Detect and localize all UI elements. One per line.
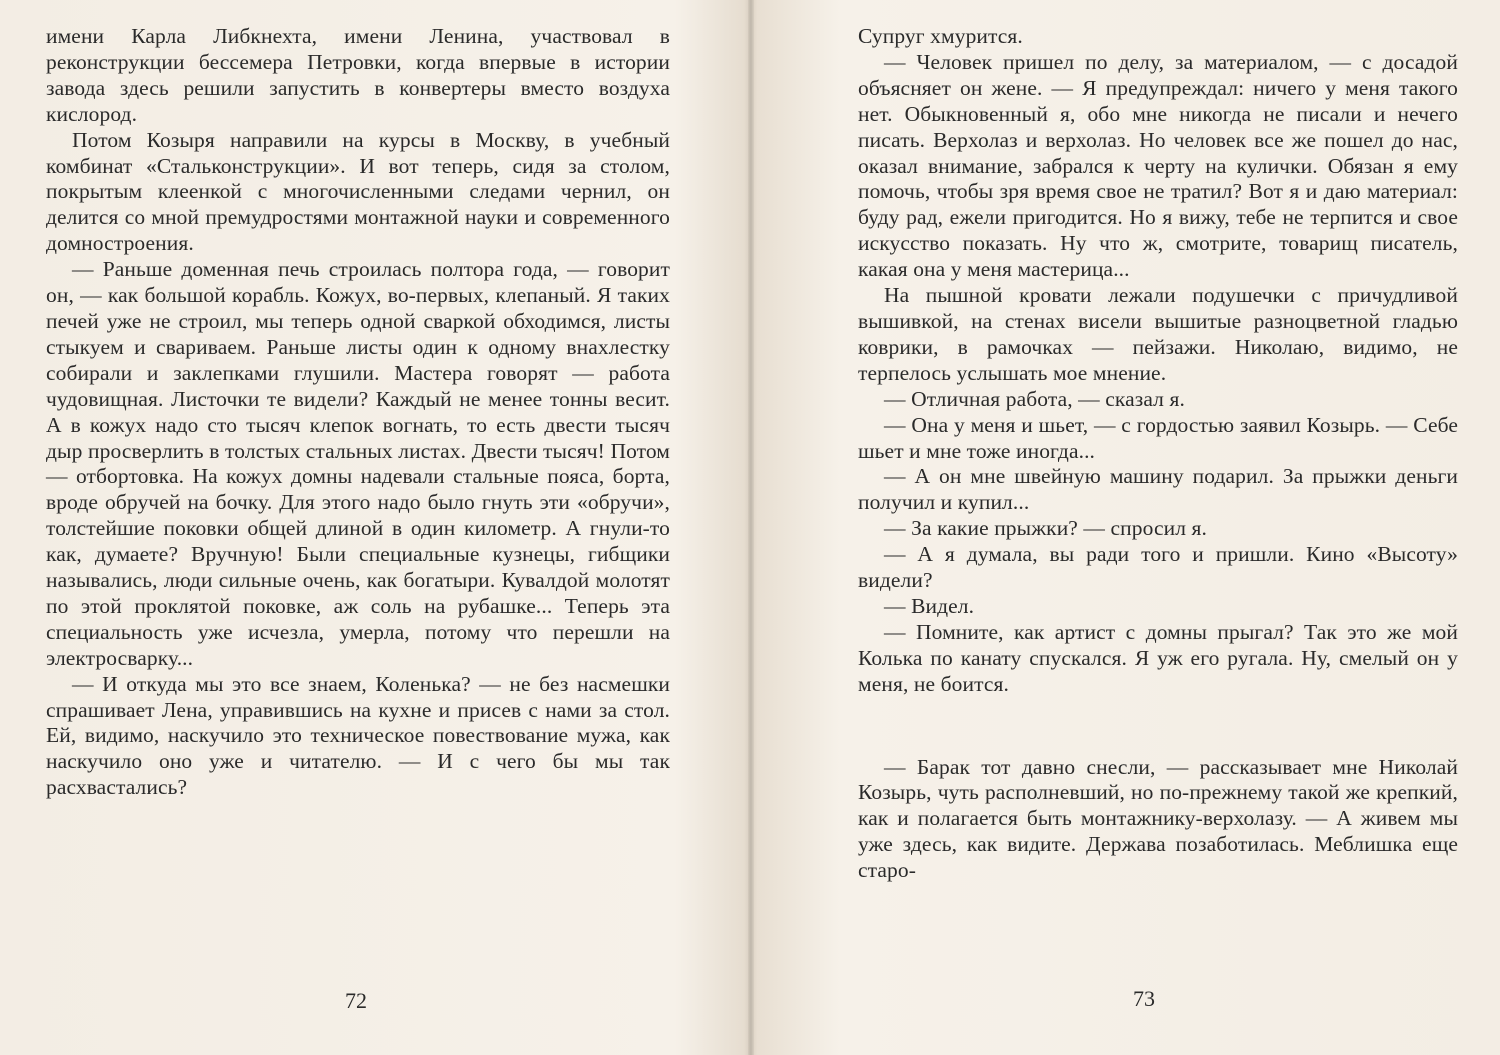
paragraph: — А я думала, вы ради того и пришли. Кино «Высоту» видели? <box>858 542 1458 593</box>
paragraph: имени Карла Либкнехта, имени Ленина, участвовал в реконструкции бессемера Петровки, когда впервые в истории завода здесь решили запустить в конвертеры вместо воздуха кислород. <box>46 24 670 126</box>
paragraph: — И откуда мы это все знаем, Коленька? — не без насмешки спрашивает Лена, управившись на кухне и присев с нами за стол. Ей, видимо, наскучило это техническое повествование мужа, как наскучило оно уже и читателю. — И с чего бы мы так расхвастались? <box>46 671 670 800</box>
right-page <box>858 24 1458 1044</box>
paragraph: — Отличная работа, — сказал я. <box>884 386 1185 411</box>
left-page <box>46 24 670 1044</box>
paragraph: — Раньше доменная печь строилась полтора года, — говорит он, — как большой корабль. Кожух, во-первых, клепаный. Я таких печей уже не строил, мы теперь одной сваркой обходимся, листы стыкуем и свариваем. Раньше листы один к одному внахлестку собирали и заклепками глушили. Мастера говорят — работа чудовищная. Листочки те видели? Каждый не менее тонны весит. А в кожух надо сто тысяч клепок вогнать, то есть двести тысяч дыр просверлить в толстых стальных листах. Двести тысяч! Потом — отбортовка. На кожух домны надевали стальные пояса, борта, вроде обручей на бочку. Для этого надо было гнуть эти «обручи», толстейшие поковки общей длиной в один километр. А гнули-то как, думаете? Вручную! Были специальные кузнецы, гибщики назывались, люди сильные очень, как богатыри. Кувалдой молотят по этой проклятой поковке, аж соль на рубашке... Теперь эта специальность уже исчезла, умерла, потому что перешли на электросварку... <box>46 257 670 670</box>
paragraph: — Барак тот давно снесли, — рассказывает мне Николай Козырь, чуть располневший, но по-прежнему такой же крепкий, как и полагается быть монтажнику-верхолазу. — А живем мы уже здесь, как видите. Держава позаботилась. Меблишка еще старо- <box>858 754 1458 883</box>
page-number: 73 <box>1133 986 1155 1011</box>
paragraph: — А он мне швейную машину подарил. За прыжки деньги получил и купил... <box>858 464 1458 515</box>
right-page-text <box>858 24 1458 884</box>
left-page-text <box>46 24 670 801</box>
scene-break <box>858 698 1458 755</box>
paragraph: — Человек пришел по делу, за материалом, — с досадой объясняет он жене. — Я предупреждал: ничего у меня такого нет. Обыкновенный я, обо мне никогда не писали и нечего писать. Верхолаз и верхолаз. Но человек все же пошел до нас, оказал внимание, забрался к черту на кулички. Обязан я ему помочь, чтобы зря время свое не тратил? Вот я и даю материал: буду рад, ежели пригодится. Но я вижу, тебе не терпится и свое искусство показать. Ну что ж, смотрите, товарищ писатель, какая она у меня мастерица... <box>858 49 1458 282</box>
book-gutter <box>748 0 754 1055</box>
paragraph: На пышной кровати лежали подушечки с причудливой вышивкой, на стенах висели вышитые разноцветной гладью коврики, в рамочках — пейзажи. Николаю, видимо, не терпелось услышать мое мнение. <box>858 283 1458 385</box>
page-number: 72 <box>345 988 367 1013</box>
paragraph: Супруг хмурится. <box>858 24 1023 48</box>
paragraph: Потом Козыря направили на курсы в Москву, в учебный комбинат «Стальконструкции». И вот теперь, сидя за столом, покрытым клеенкой с многочисленными следами чернил, он делится со мной премудростями монтажной науки и современного домностроения. <box>46 127 670 256</box>
paragraph: — Она у меня и шьет, — с гордостью заявил Козырь. — Себе шьет и мне тоже иногда... <box>858 412 1458 463</box>
paragraph: — За какие прыжки? — спросил я. <box>884 516 1207 541</box>
paragraph: — Видел. <box>884 593 975 618</box>
paragraph: — Помните, как артист с домны прыгал? Так это же мой Колька по канату спускался. Я уж его ругала. Ну, смелый он у меня, не боится. <box>858 619 1458 696</box>
